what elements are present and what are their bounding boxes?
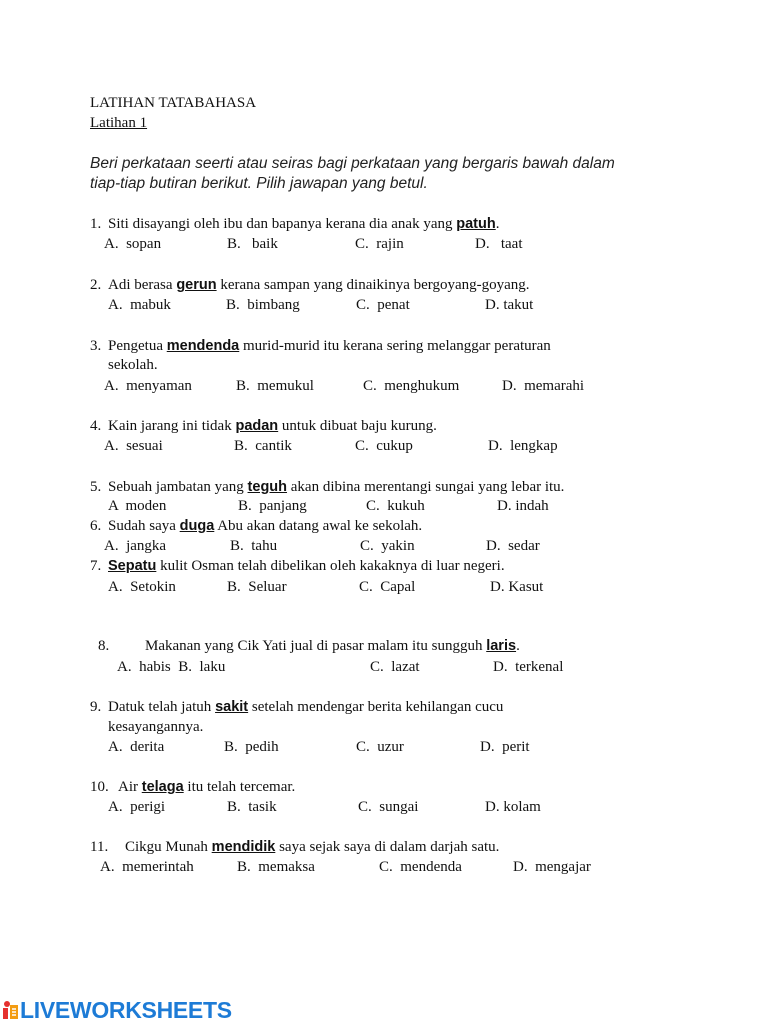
underlined-keyword: sakit <box>215 699 249 715</box>
exercise-subtitle: Latihan 1 <box>90 115 148 131</box>
answer-option[interactable]: C. penat <box>356 297 410 313</box>
question-number: 8. <box>98 638 110 654</box>
question-stem <box>108 215 499 233</box>
question-text-before: Datuk telah jatuh <box>108 699 216 715</box>
answer-option[interactable]: D. terkenal <box>493 659 564 675</box>
question-stem <box>108 698 503 716</box>
question-text-before: Makanan yang Cik Yati jual di pasar malam itu sungguh <box>145 638 487 654</box>
question-text-before: Adi berasa <box>108 277 177 293</box>
underlined-keyword: duga <box>179 518 215 534</box>
instruction-line-2: tiap-tiap butiran berikut. Pilih jawapan yang betul. <box>90 175 428 192</box>
liveworksheets-logo-icon <box>2 1000 19 1020</box>
question-stem <box>108 417 437 435</box>
question-text-after: murid-murid itu kerana sering melanggar peraturan <box>239 338 551 354</box>
question-continuation: kesayangannya. <box>108 719 204 735</box>
answer-option[interactable]: B. pedih <box>224 739 279 755</box>
question-number: 3. <box>90 338 102 354</box>
answer-option[interactable]: C. mendenda <box>379 859 462 875</box>
answer-option[interactable]: D. taat <box>475 236 523 252</box>
question-number: 2. <box>90 277 102 293</box>
answer-option[interactable]: C. menghukum <box>363 378 460 394</box>
question-text-after: itu telah tercemar. <box>183 779 296 795</box>
answer-option[interactable]: A. derita <box>108 739 165 755</box>
answer-option[interactable]: C. rajin <box>355 236 404 252</box>
underlined-keyword: mendidik <box>211 839 276 855</box>
answer-option[interactable]: C. Capal <box>359 579 416 595</box>
answer-option[interactable]: A moden <box>108 498 167 514</box>
question-text-before: Sebuah jambatan yang <box>108 479 248 495</box>
question-stem <box>108 517 422 535</box>
question-stem <box>108 337 551 355</box>
answer-option[interactable]: D. lengkap <box>488 438 558 454</box>
question-text-before: Siti disayangi oleh ibu dan bapanya kerana dia anak yang <box>108 216 457 232</box>
answer-option[interactable]: D. sedar <box>486 538 540 554</box>
answer-option[interactable]: B. tahu <box>230 538 278 554</box>
answer-option[interactable]: D. mengajar <box>513 859 591 875</box>
question-text-before: Cikgu Munah <box>125 839 212 855</box>
question-number: 9. <box>90 699 102 715</box>
answer-option[interactable]: A. sopan <box>104 236 162 252</box>
answer-option[interactable]: A. jangka <box>104 538 167 554</box>
question-stem <box>118 778 295 796</box>
answer-option[interactable]: D. memarahi <box>502 378 585 394</box>
answer-option[interactable]: B. memukul <box>236 378 314 394</box>
answer-option[interactable]: A. habis B. laku <box>117 659 226 675</box>
answer-option[interactable]: B. panjang <box>238 498 307 514</box>
question-stem <box>145 637 520 655</box>
question-stem <box>125 838 499 856</box>
question-text-after: kulit Osman telah dibelikan oleh kakaknya di luar negeri. <box>156 558 505 574</box>
answer-option[interactable]: D. takut <box>485 297 534 313</box>
answer-option[interactable]: D. kolam <box>485 799 541 815</box>
answer-option[interactable]: A. sesuai <box>104 438 163 454</box>
underlined-keyword: laris <box>486 638 517 654</box>
underlined-keyword: padan <box>235 418 279 434</box>
question-number: 4. <box>90 418 102 434</box>
question-stem <box>108 276 530 294</box>
question-text-after: . <box>495 216 500 232</box>
underlined-keyword: telaga <box>141 779 184 795</box>
question-text-after: Abu akan datang awal ke sekolah. <box>214 518 423 534</box>
answer-option[interactable]: C. lazat <box>370 659 420 675</box>
question-number: 5. <box>90 479 102 495</box>
underlined-keyword: mendenda <box>166 338 240 354</box>
answer-option[interactable]: B. memaksa <box>237 859 315 875</box>
underlined-keyword: patuh <box>456 216 496 232</box>
question-text-after: . <box>516 638 520 654</box>
answer-option[interactable]: C. sungai <box>358 799 419 815</box>
question-text-after: untuk dibuat baju kurung. <box>278 418 437 434</box>
answer-option[interactable]: D. indah <box>497 498 549 514</box>
underlined-keyword: Sepatu <box>108 558 157 574</box>
answer-option[interactable]: B. cantik <box>234 438 292 454</box>
answer-option[interactable]: C. yakin <box>360 538 415 554</box>
answer-option[interactable]: D. Kasut <box>490 579 544 595</box>
question-text-after: akan dibina merentangi sungai yang lebar itu. <box>287 479 565 495</box>
instruction-line-1: Beri perkataan seerti atau seiras bagi perkataan yang bergaris bawah dalam <box>90 155 615 172</box>
question-text-before: Air <box>118 779 142 795</box>
underlined-keyword: gerun <box>176 277 217 293</box>
footer-brand <box>2 997 232 1023</box>
brand-name: LIVEWORKSHEETS <box>20 996 232 1023</box>
answer-option[interactable]: C. uzur <box>356 739 404 755</box>
question-number: 1. <box>90 216 102 232</box>
question-number: 11. <box>90 839 109 855</box>
question-text-before: Kain jarang ini tidak <box>108 418 236 434</box>
question-number: 6. <box>90 518 102 534</box>
question-text-after: kerana sampan yang dinaikinya bergoyang-goyang. <box>216 277 530 293</box>
answer-option[interactable]: B. tasik <box>227 799 277 815</box>
answer-option[interactable]: A. perigi <box>108 799 166 815</box>
answer-option[interactable]: A. menyaman <box>104 378 192 394</box>
question-stem <box>108 478 564 496</box>
answer-option[interactable]: B. baik <box>227 236 278 252</box>
answer-option[interactable]: B. Seluar <box>227 579 287 595</box>
page-title: LATIHAN TATABAHASA <box>90 95 257 111</box>
answer-option[interactable]: C. cukup <box>355 438 413 454</box>
question-stem <box>108 557 505 575</box>
answer-option[interactable]: A. memerintah <box>100 859 194 875</box>
underlined-keyword: teguh <box>247 479 288 495</box>
answer-option[interactable]: A. mabuk <box>108 297 171 313</box>
question-text-before: Pengetua <box>108 338 167 354</box>
question-text-after: saya sejak saya di dalam darjah satu. <box>275 839 500 855</box>
question-text-before: Sudah saya <box>108 518 180 534</box>
question-text-after: setelah mendengar berita kehilangan cucu <box>248 699 504 715</box>
question-number: 7. <box>90 558 102 574</box>
question-number: 10. <box>90 779 109 795</box>
question-continuation: sekolah. <box>108 357 158 373</box>
answer-option[interactable]: C. kukuh <box>366 498 425 514</box>
answer-option[interactable]: D. perit <box>480 739 530 755</box>
answer-option[interactable]: A. Setokin <box>108 579 176 595</box>
answer-option[interactable]: B. bimbang <box>226 297 300 313</box>
